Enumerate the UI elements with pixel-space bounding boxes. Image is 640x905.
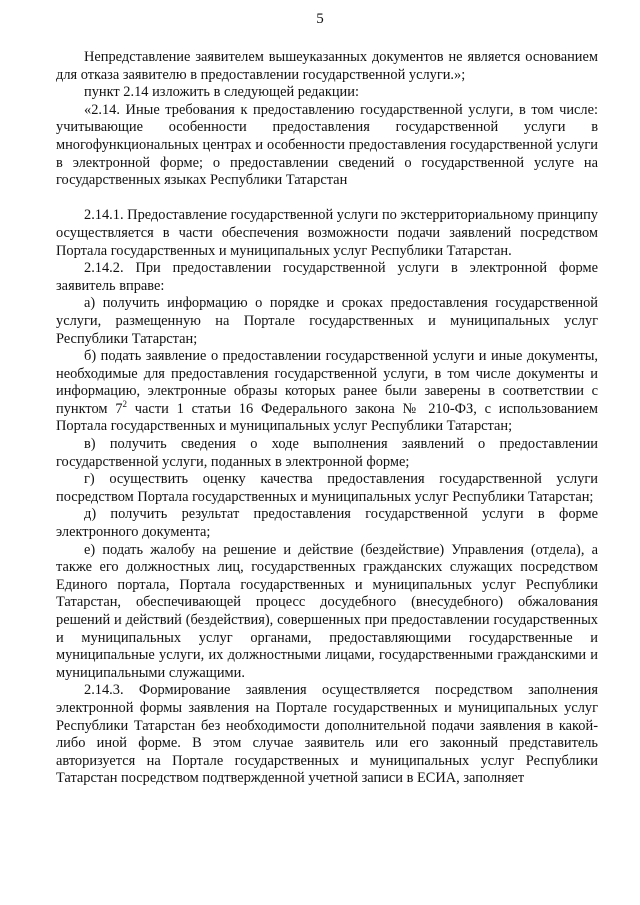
paragraph: 2.14.3. Формирование заявления осуществляется посредством заполнения электронной формы заявления на Портале государственных и муниципальных услуг Республики Татарстан без необходимости дополнительной подачи заявления в какой-либо иной форме. В этом случае заявитель или его законный представитель авторизуется на Портале государственных и муниципальных услуг Республики Татарстан посредством подтвержденной учетной записи в ЕСИА, заполняет xyxy=(56,682,598,787)
paragraph-item-b xyxy=(56,348,598,436)
paragraph: д) получить результат предоставления государственной услуги в форме электронного документа; xyxy=(56,506,598,541)
paragraph: Непредставление заявителем вышеуказанных документов не является основанием для отказа заявителю в предоставлении государственной услуги.»; xyxy=(56,49,598,83)
paragraph: г) осуществить оценку качества предоставления государственной услуги посредством Портала государственных и муниципальных услуг Республики Татарстан; xyxy=(56,471,598,505)
paragraph: пункт 2.14 изложить в следующей редакции: xyxy=(84,84,359,101)
superscript: 2 xyxy=(122,399,128,410)
document-body xyxy=(56,49,598,788)
paragraph: в) получить сведения о ходе выполнения заявлений о предоставлении государственной услуги, поданных в электронной форме; xyxy=(56,436,598,470)
item-b-text-cont: части 1 статьи 16 Федерального закона № 210-ФЗ, с использованием Портала государственных и муниципальных услуг Республики Татарстан; xyxy=(56,400,598,435)
page-number: 5 xyxy=(316,11,324,27)
paragraph: 2.14.2. При предоставлении государственной услуги в электронной форме заявитель вправе: xyxy=(56,260,598,294)
paragraph: «2.14. Иные требования к предоставлению государственной услуги, в том числе: учитывающие особенности предоставления государственной услуги в многофункциональных центрах и особенности предоставления государственной услуги в электронной форме; о предоставлении сведений о государственной услуге на государственных языках Республики Татарстан xyxy=(56,101,598,189)
item-b-text: б) подать заявление о предоставлении государственной услуги и иные документы, необходимые для предоставления государственной услуги, в том числе документы и информацию, электронные образы которых ранее были заверены в соответствии с пунктом 7 xyxy=(56,348,598,417)
paragraph: а) получить информацию о порядке и сроках предоставления государственной услуги, размещенную на Портале государственных и муниципальных услуг Республики Татарстан; xyxy=(56,295,598,347)
paragraph: 2.14.1. Предоставление государственной услуги по экстерриториальному принципу осуществляется в части обеспечения возможности подачи заявлений посредством Портала государственных и муниципальных услуг Республики Татарстан. xyxy=(56,207,598,259)
paragraph: е) подать жалобу на решение и действие (бездействие) Управления (отдела), а также его должностных лиц, государственных гражданских служащих посредством Единого портала, Портала государственных и муниципальных услуг Республики Татарстан, обеспечивающей процесс досудебного (внесудебного) обжалования решений и действий (бездействия), совершенных при предоставлении государственных и муниципальных услуг органами, предоставляющими государственные и муниципальные услуги, их должностными лицами, государственными гражданскими и муниципальными служащими. xyxy=(56,541,598,681)
